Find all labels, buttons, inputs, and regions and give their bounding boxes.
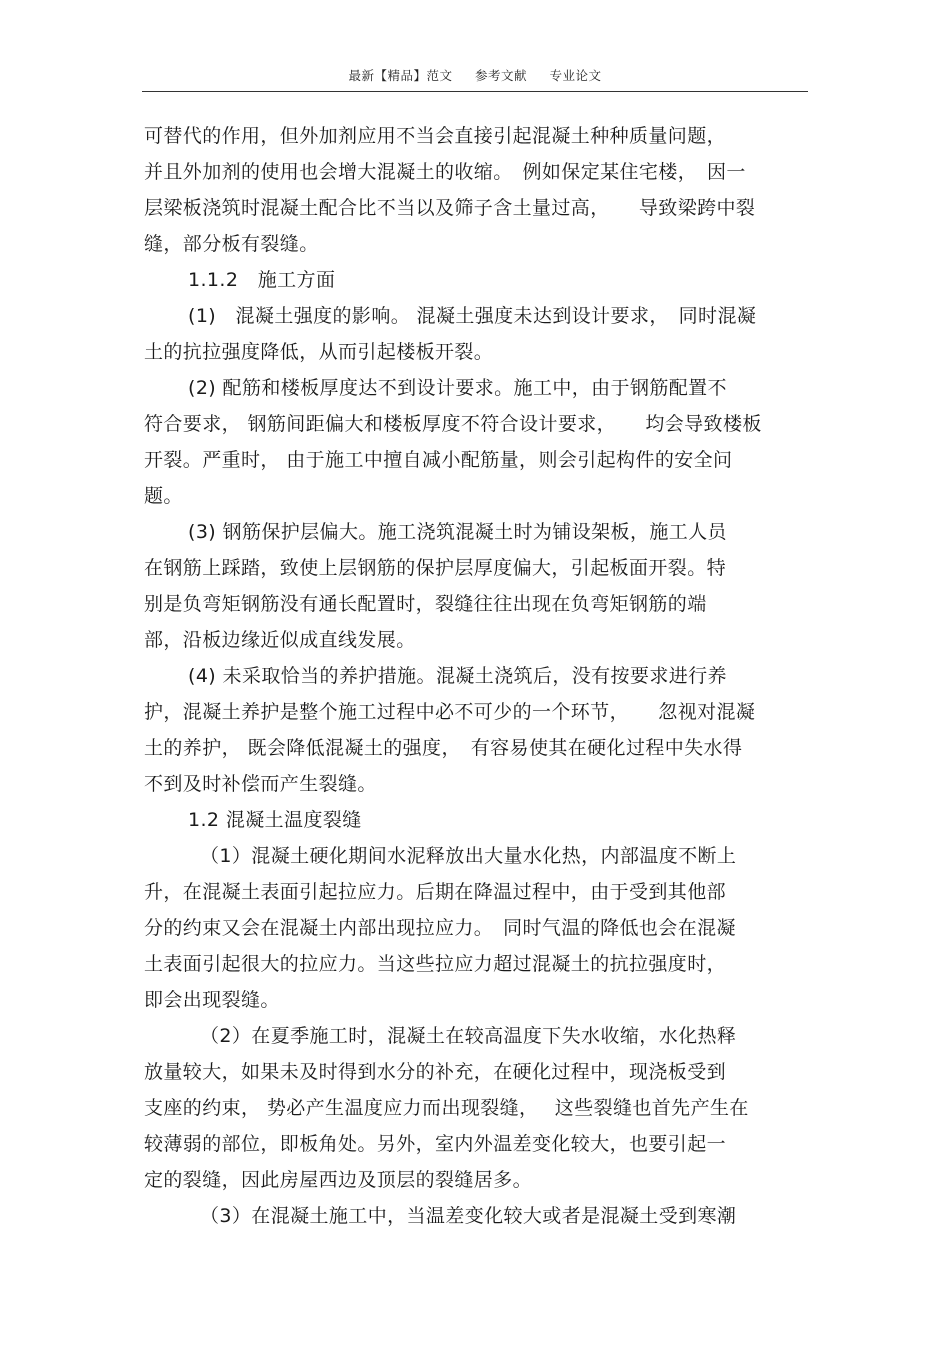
text-line: 符合要求， 钢筋间距偏大和楼板厚度不符合设计要求， 均会导致楼板: [144, 413, 762, 435]
text-line: 即会出现裂缝。: [144, 989, 280, 1011]
text-line: 较薄弱的部位，即板角处。另外，室内外温差变化较大，也要引起一: [144, 1133, 727, 1155]
section-heading: 1.1.2 施工方面: [188, 269, 336, 291]
header-item-cankao: 参考文献: [474, 68, 527, 83]
text-line: 土表面引起很大的拉应力。当这些拉应力超过混凝土的抗拉强度时，: [144, 953, 727, 975]
text-line: （1）混凝土硬化期间水泥释放出大量水化热，内部温度不断上: [200, 845, 737, 867]
text-line: 土的养护， 既会降低混凝土的强度， 有容易使其在硬化过程中失水得: [144, 737, 743, 759]
text-line: 定的裂缝，因此房屋西边及顶层的裂缝居多。: [144, 1169, 533, 1191]
section-heading: 1.2 混凝土温度裂缝: [188, 809, 362, 831]
text-line: (2) 配筋和楼板厚度达不到设计要求。施工中，由于钢筋配置不: [188, 377, 727, 399]
text-line: 可替代的作用，但外加剂应用不当会直接引起混凝土种种质量问题，: [144, 125, 727, 147]
text-line: (1) 混凝土强度的影响。 混凝土强度未达到设计要求， 同时混凝: [188, 305, 757, 327]
text-line: 开裂。严重时， 由于施工中擅自减小配筋量，则会引起构件的安全问: [144, 449, 733, 471]
text-line: 部，沿板边缘近似成直线发展。: [144, 629, 416, 651]
text-line: 分的约束又会在混凝土内部出现拉应力。 同时气温的降低也会在混凝: [144, 917, 736, 939]
text-line: 升，在混凝土表面引起拉应力。后期在降温过程中，由于受到其他部: [144, 881, 727, 903]
header-item-lunwen: 专业论文: [549, 68, 602, 83]
text-line: (3) 钢筋保护层偏大。施工浇筑混凝土时为铺设架板，施工人员: [188, 521, 727, 543]
text-line: 在钢筋上踩踏，致使上层钢筋的保护层厚度偏大，引起板面开裂。特: [144, 557, 727, 579]
text-line: 土的抗拉强度降低，从而引起楼板开裂。: [144, 341, 494, 363]
header-item-fanwen: 最新【精品】范文: [348, 68, 453, 83]
text-line: （3）在混凝土施工中，当温差变化较大或者是混凝土受到寒潮: [200, 1205, 737, 1227]
text-line: （2）在夏季施工时，混凝土在较高温度下失水收缩，水化热释: [200, 1025, 737, 1047]
text-line: 护，混凝土养护是整个施工过程中必不可少的一个环节， 忽视对混凝: [144, 701, 756, 723]
text-line: 并且外加剂的使用也会增大混凝土的收缩。 例如保定某住宅楼， 因一: [144, 161, 746, 183]
text-line: 别是负弯矩钢筋没有通长配置时，裂缝往往出现在负弯矩钢筋的端: [144, 593, 707, 615]
text-line: (4) 未采取恰当的养护措施。混凝土浇筑后，没有按要求进行养: [188, 665, 727, 687]
text-line: 支座的约束， 势必产生温度应力而出现裂缝， 这些裂缝也首先产生在: [144, 1097, 749, 1119]
text-line: 不到及时补偿而产生裂缝。: [144, 773, 377, 795]
text-line: 题。: [144, 485, 183, 507]
text-line: 放量较大，如果未及时得到水分的补充，在硬化过程中，现浇板受到: [144, 1061, 727, 1083]
text-line: 缝，部分板有裂缝。: [144, 233, 319, 255]
text-line: 层梁板浇筑时混凝土配合比不当以及筛子含土量过高， 导致梁跨中裂: [144, 197, 756, 219]
